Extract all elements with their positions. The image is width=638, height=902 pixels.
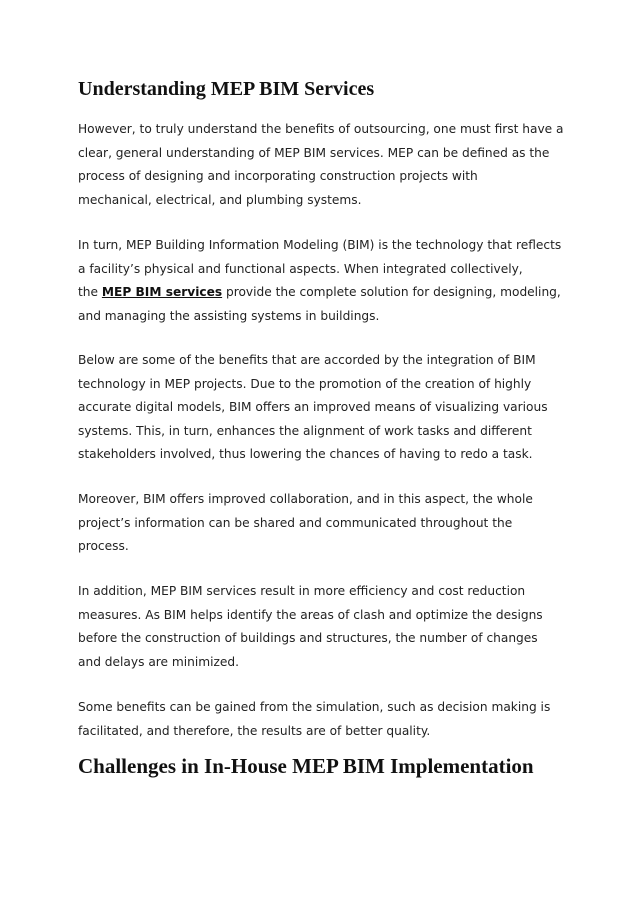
text-line: clear, general understanding of MEP BIM services. MEP can be defined as the <box>78 145 550 160</box>
text-line: process of designing and incorporating construction projects with <box>78 169 478 184</box>
paragraph-intro <box>78 118 578 212</box>
text-line: However, to truly understand the benefits of outsourcing, one must first have a <box>78 122 564 136</box>
text-line-with-link <box>78 281 578 305</box>
text-line: Below are some of the benefits that are accorded by the integration of BIM <box>78 353 536 367</box>
text-line: Moreover, BIM offers improved collaboration, and in this aspect, the whole <box>78 492 533 506</box>
text-line: stakeholders involved, thus lowering the chances of having to redo a task. <box>78 447 533 462</box>
text-line: Some benefits can be gained from the simulation, such as decision making is <box>78 700 551 714</box>
text-line: In addition, MEP BIM services result in more efficiency and cost reduction <box>78 584 526 598</box>
paragraph-benefits <box>78 349 578 467</box>
text-line: facilitated, and therefore, the results are of better quality. <box>78 723 431 738</box>
paragraph-collaboration <box>78 488 578 559</box>
text-line: before the construction of buildings and structures, the number of changes <box>78 631 538 646</box>
text-line: systems. This, in turn, enhances the alignment of work tasks and different <box>78 423 532 438</box>
text-line: and delays are minimized. <box>78 654 240 669</box>
section-heading-understanding: Understanding MEP BIM Services <box>78 78 375 100</box>
text-line: measures. As BIM helps identify the areas of clash and optimize the designs <box>78 607 543 622</box>
text-line: technology in MEP projects. Due to the promotion of the creation of highly <box>78 376 532 391</box>
text-fragment: provide the complete solution for designing, modeling, <box>222 285 561 300</box>
paragraph-efficiency <box>78 580 578 674</box>
text-line: accurate digital models, BIM offers an improved means of visualizing various <box>78 400 548 415</box>
text-line: mechanical, electrical, and plumbing systems. <box>78 192 362 207</box>
text-line: a facility’s physical and functional aspects. When integrated collectively, <box>78 261 523 276</box>
text-line: In turn, MEP Building Information Modeling (BIM) is the technology that reflects <box>78 238 562 252</box>
section-heading-challenges: Challenges in In-House MEP BIM Implementation <box>78 754 534 778</box>
paragraph-simulation <box>78 696 578 743</box>
paragraph-bim-definition <box>78 234 578 328</box>
text-line: project’s information can be shared and communicated throughout the <box>78 515 513 530</box>
text-fragment: the <box>78 285 102 300</box>
text-line: and managing the assisting systems in buildings. <box>78 308 380 323</box>
mep-bim-services-link[interactable]: MEP BIM services <box>101 285 223 300</box>
text-line: process. <box>78 539 129 554</box>
